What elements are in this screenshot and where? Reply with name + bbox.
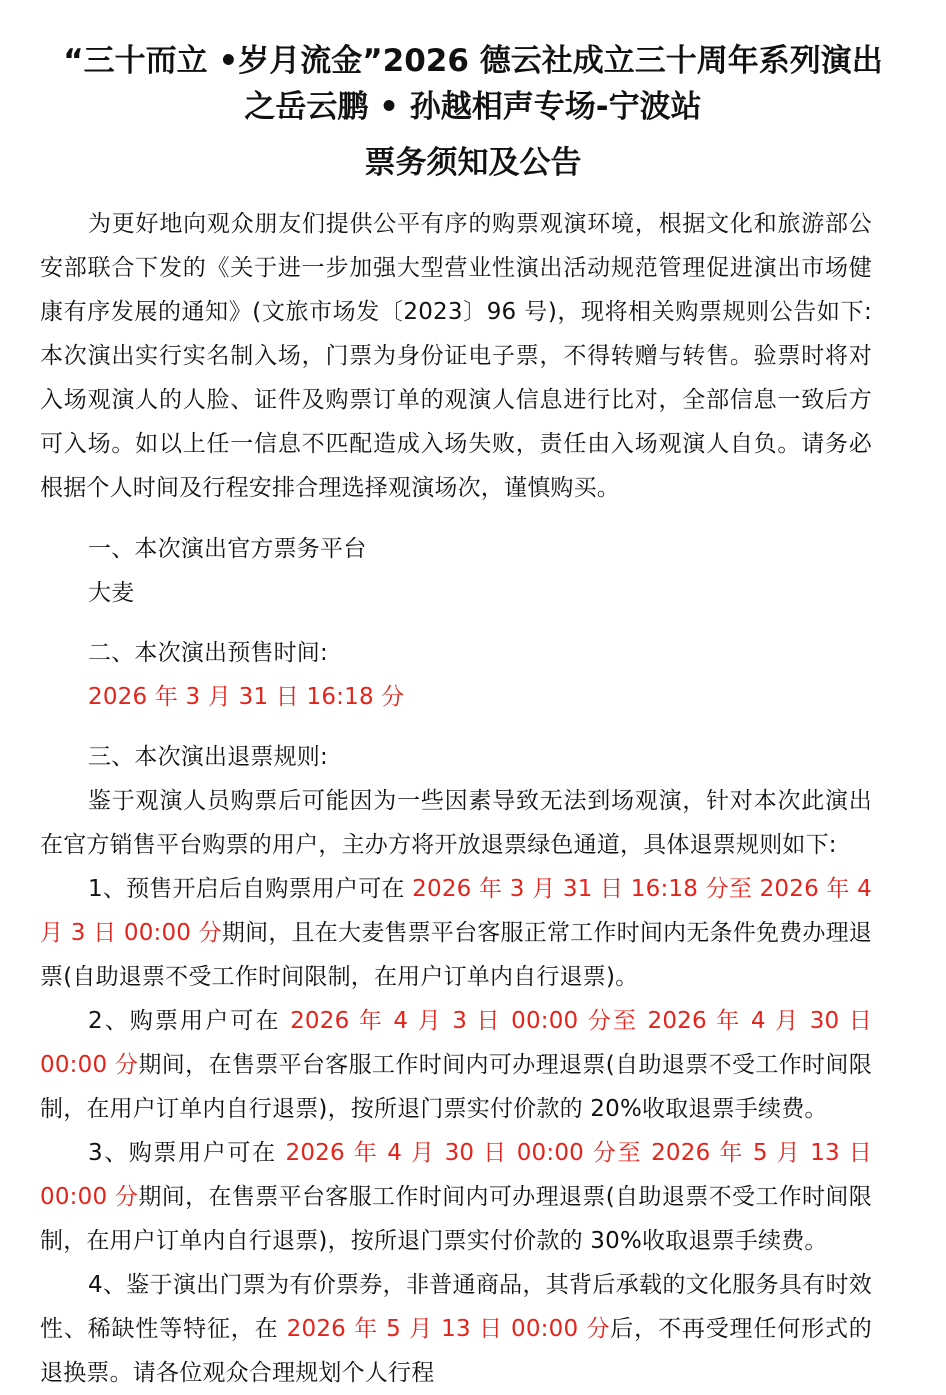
- document-title: [30, 38, 916, 130]
- refund-rule-3: [40, 1131, 872, 1263]
- rule-2-period: 2026 年 4 月 3 日 00:00 分至 2026 年 4 月 30 日 00:00 分: [40, 1008, 872, 1078]
- section2-presale-time: 2026 年 3 月 31 日 16:18 分: [88, 684, 405, 710]
- rule-3-prefix: 3、购票用户可在: [88, 1140, 286, 1166]
- rule-3-suffix: 期间，在售票平台客服工作时间内可办理退票(自助退票不受工作时间限制，在用户订单内自行退票)，按所退门票实付价款的 30%收取退票手续费。: [40, 1184, 873, 1254]
- section3-heading: 三、本次演出退票规则:: [88, 744, 328, 770]
- title-line-2: 之岳云鹏 • 孙越相声专场-宁波站: [244, 89, 702, 125]
- rule-4-suffix: 后，不再受理任何形式的退换票。请各位观众合理规划个人行程: [40, 1316, 872, 1386]
- refund-rule-1: [40, 867, 872, 999]
- section1-platform: 大麦: [88, 580, 135, 606]
- rule-4-prefix: 4、鉴于演出门票为有价票券，非普通商品，其背后承载的文化服务具有时效性、稀缺性等特征，在: [40, 1272, 872, 1342]
- refund-rule-2: [40, 999, 872, 1131]
- section2-heading: 二、本次演出预售时间:: [88, 640, 328, 666]
- rule-2-prefix: 2、购票用户可在: [88, 1008, 291, 1034]
- rule-4-period: 2026 年 5 月 13 日 00:00 分: [286, 1316, 611, 1342]
- section3-intro: 鉴于观演人员购票后可能因为一些因素导致无法到场观演，针对本次此演出在官方销售平台购票的用户，主办方将开放退票绿色通道，具体退票规则如下:: [40, 788, 872, 858]
- document-subtitle: 票务须知及公告: [364, 145, 582, 181]
- section1-heading: 一、本次演出官方票务平台: [88, 536, 367, 562]
- title-line-1: “三十而立 •岁月流金”2026 德云社成立三十周年系列演出: [63, 43, 883, 79]
- intro-paragraph: 为更好地向观众朋友们提供公平有序的购票观演环境，根据文化和旅游部公安部联合下发的《关于进一步加强大型营业性演出活动规范管理促进演出市场健康有序发展的通知》(文旅市场发〔2023〕96 号)，现将相关购票规则公告如下: 本次演出实行实名制入场，门票为身份证电子票，不得转赠与转售。验票时将对入场观演人的人脸、证件及购票订单的观演人信息进行比对，全部信息一致后方可入场。如以上任一信息不匹配造成入场失败，责任由入场观演人自负。请务必根据个人时间及行程安排合理选择观演场次，谨慎购买。: [40, 211, 872, 501]
- refund-rule-4: [40, 1263, 872, 1395]
- rule-1-prefix: 1、预售开启后自购票用户可在: [88, 876, 413, 902]
- rule-1-suffix: 期间，且在大麦售票平台客服正常工作时间内无条件免费办理退票(自助退票不受工作时间限制，在用户订单内自行退票)。: [40, 920, 872, 990]
- rule-1-period: 2026 年 3 月 31 日 16:18 分至 2026 年 4 月 3 日 00:00 分: [40, 876, 872, 946]
- rule-2-suffix: 期间，在售票平台客服工作时间内可办理退票(自助退票不受工作时间限制，在用户订单内自行退票)，按所退门票实付价款的 20%收取退票手续费。: [40, 1052, 873, 1122]
- rule-3-period: 2026 年 4 月 30 日 00:00 分至 2026 年 5 月 13 日 00:00 分: [40, 1140, 872, 1210]
